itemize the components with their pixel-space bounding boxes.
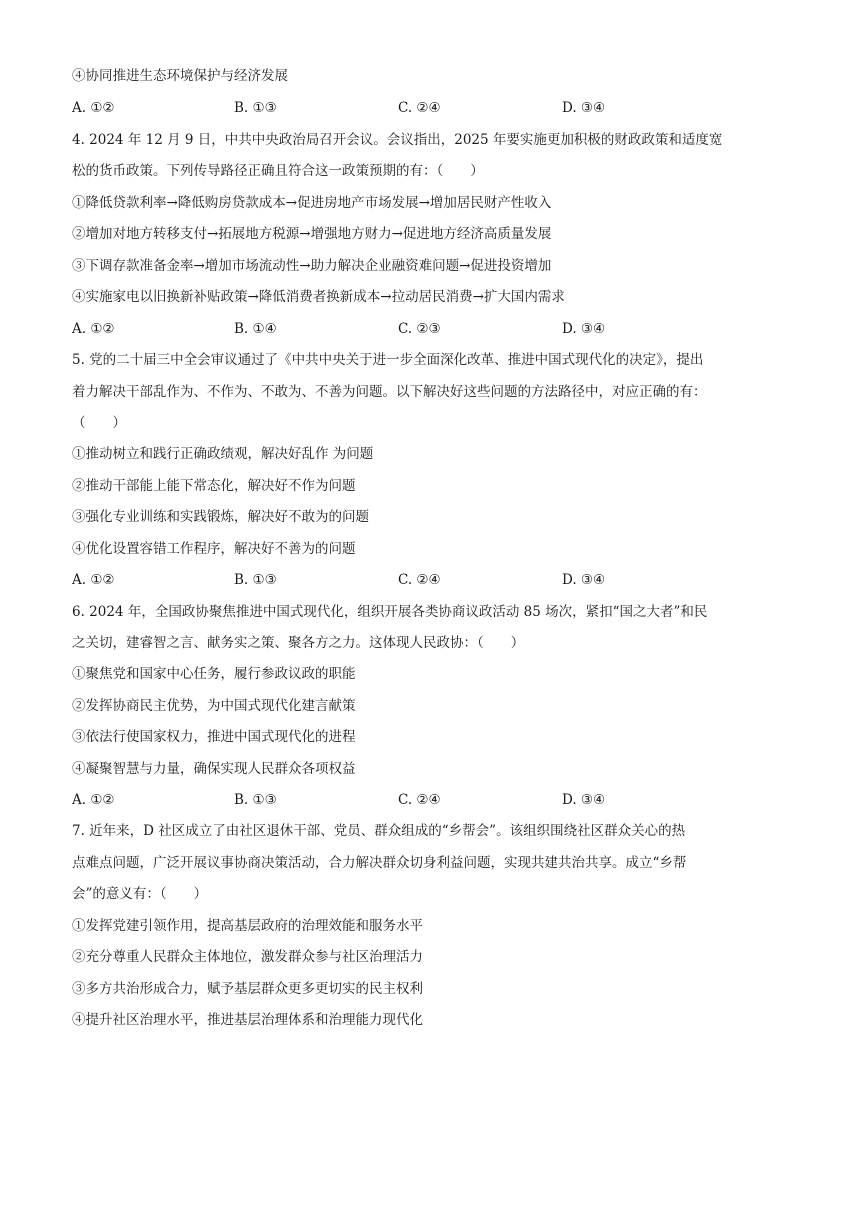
q6-item-3: ③依法行使国家权力，推进中国式现代化的进程 bbox=[72, 729, 356, 745]
q4-option-a: A. ①② bbox=[72, 321, 115, 337]
q7-item-1: ①发挥党建引领作用，提高基层政府的治理效能和服务水平 bbox=[72, 918, 423, 934]
q4-item-4: ④实施家电以旧换新补贴政策→降低消费者换新成本→拉动居民消费→扩大国内需求 bbox=[72, 289, 565, 305]
q4-option-d: D. ③④ bbox=[562, 321, 606, 337]
q5-stem-line-3: （ ） bbox=[72, 415, 126, 431]
q4-item-2: ②增加对地方转移支付→拓展地方税源→增强地方财力→促进地方经济高质量发展 bbox=[72, 226, 552, 242]
q6-option-d: D. ③④ bbox=[562, 792, 606, 808]
q5-option-a: A. ①② bbox=[72, 572, 115, 588]
q4-option-c: C. ②③ bbox=[398, 321, 441, 337]
q6-option-b: B. ①③ bbox=[234, 792, 277, 808]
q7-stem-line-3: 会”的意义有：（ ） bbox=[72, 886, 208, 902]
q5-stem-line-1: 5. 党的二十届三中全会审议通过了《中共中央关于进一步全面深化改革、推进中国式现代化的决定》，提出 bbox=[72, 352, 704, 368]
q3-option-a: A. ①② bbox=[72, 100, 115, 116]
q6-item-1: ①聚焦党和国家中心任务，履行参政议政的职能 bbox=[72, 666, 356, 682]
q4-options bbox=[72, 319, 832, 339]
q6-stem-line-1: 6. 2024 年，全国政协聚焦推进中国式现代化，组织开展各类协商议政活动 85 场次，紧扣“国之大者”和民 bbox=[72, 604, 708, 620]
q3-option-b: B. ①③ bbox=[234, 100, 277, 116]
q4-stem-line-2: 松的货币政策。下列传导路径正确且符合这一政策预期的有：（ ） bbox=[72, 163, 484, 179]
q6-item-4: ④凝聚智慧与力量，确保实现人民群众各项权益 bbox=[72, 761, 356, 777]
q5-item-4: ④优化设置容错工作程序，解决好不善为的问题 bbox=[72, 541, 356, 557]
q5-option-d: D. ③④ bbox=[562, 572, 606, 588]
q7-stem-line-2: 点难点问题，广泛开展议事协商决策活动，合力解决群众切身利益问题，实现共建共治共享。成立“乡帮 bbox=[72, 855, 687, 871]
q7-stem-line-1: 7. 近年来，D 社区成立了由社区退休干部、党员、群众组成的“乡帮会”。该组织围绕社区群众关心的热 bbox=[72, 823, 686, 839]
q4-item-3: ③下调存款准备金率→增加市场流动性→助力解决企业融资难问题→促进投资增加 bbox=[72, 258, 552, 274]
q3-option-d: D. ③④ bbox=[562, 100, 606, 116]
q3-options bbox=[72, 98, 832, 118]
q5-item-1: ①推动树立和践行正确政绩观，解决好乱作 为问题 bbox=[72, 446, 374, 462]
q4-stem-line-1: 4. 2024 年 12 月 9 日，中共中央政治局召开会议。会议指出，2025 年要实施更加积极的财政政策和适度宽 bbox=[72, 132, 723, 148]
q4-item-1: ①降低贷款利率→降低购房贷款成本→促进房地产市场发展→增加居民财产性收入 bbox=[72, 195, 552, 211]
q3-option-c: C. ②④ bbox=[398, 100, 441, 116]
q6-options bbox=[72, 790, 832, 810]
q5-stem-line-2: 着力解决干部乱作为、不作为、不敢为、不善为问题。以下解决好这些问题的方法路径中，对应正确的有： bbox=[72, 384, 707, 400]
q7-item-4: ④提升社区治理水平，推进基层治理体系和治理能力现代化 bbox=[72, 1012, 423, 1028]
q7-item-2: ②充分尊重人民群众主体地位，激发群众参与社区治理活力 bbox=[72, 949, 423, 965]
q3-item-4: ④协同推进生态环境保护与经济发展 bbox=[72, 68, 288, 84]
q6-stem-line-2: 之关切，建睿智之言、献务实之策、聚各方之力。这体现人民政协：（ ） bbox=[72, 635, 525, 651]
q6-option-a: A. ①② bbox=[72, 792, 115, 808]
q5-option-c: C. ②④ bbox=[398, 572, 441, 588]
q5-item-2: ②推动干部能上能下常态化，解决好不作为问题 bbox=[72, 478, 356, 494]
q4-option-b: B. ①④ bbox=[234, 321, 277, 337]
q7-item-3: ③多方共治形成合力，赋予基层群众更多更切实的民主权利 bbox=[72, 981, 423, 997]
q5-option-b: B. ①③ bbox=[234, 572, 277, 588]
q5-item-3: ③强化专业训练和实践锻炼，解决好不敢为的问题 bbox=[72, 509, 369, 525]
q5-options bbox=[72, 570, 832, 590]
q6-option-c: C. ②④ bbox=[398, 792, 441, 808]
q6-item-2: ②发挥协商民主优势，为中国式现代化建言献策 bbox=[72, 698, 356, 714]
